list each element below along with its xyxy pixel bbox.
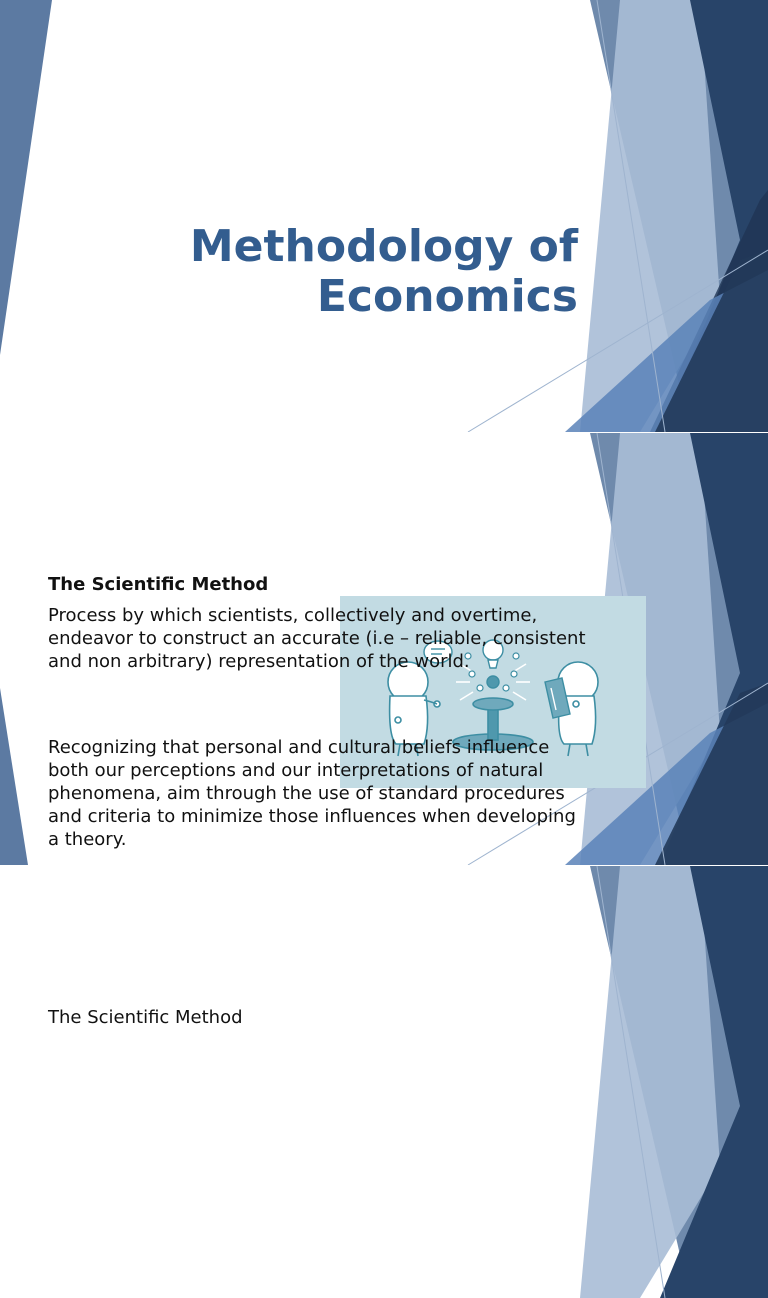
slide-1-decoration xyxy=(0,0,768,432)
scientific-method-heading: The Scientific Method xyxy=(48,574,269,595)
paragraph-process: Process by which scientists, collectively and overtime, endeavor to construct an accurate (i.e – reliable, consistent and non arbitrary) representation of the world. xyxy=(48,605,586,672)
slide-1 xyxy=(0,0,768,432)
title-line-1: Methodology of xyxy=(189,221,578,272)
slide-3-decoration xyxy=(0,866,768,1298)
slide-3-heading: The Scientific Method xyxy=(48,1007,243,1028)
paragraph-recognizing: Recognizing that personal and cultural beliefs influence both our perceptions and our interpretations of natural phenomena, aim through the use of standard procedures and criteria to minimize those influences when developing a theory. xyxy=(48,737,576,850)
slide-3 xyxy=(0,866,768,1298)
title-line-2: Economics xyxy=(316,271,578,322)
slide-title xyxy=(190,222,578,322)
